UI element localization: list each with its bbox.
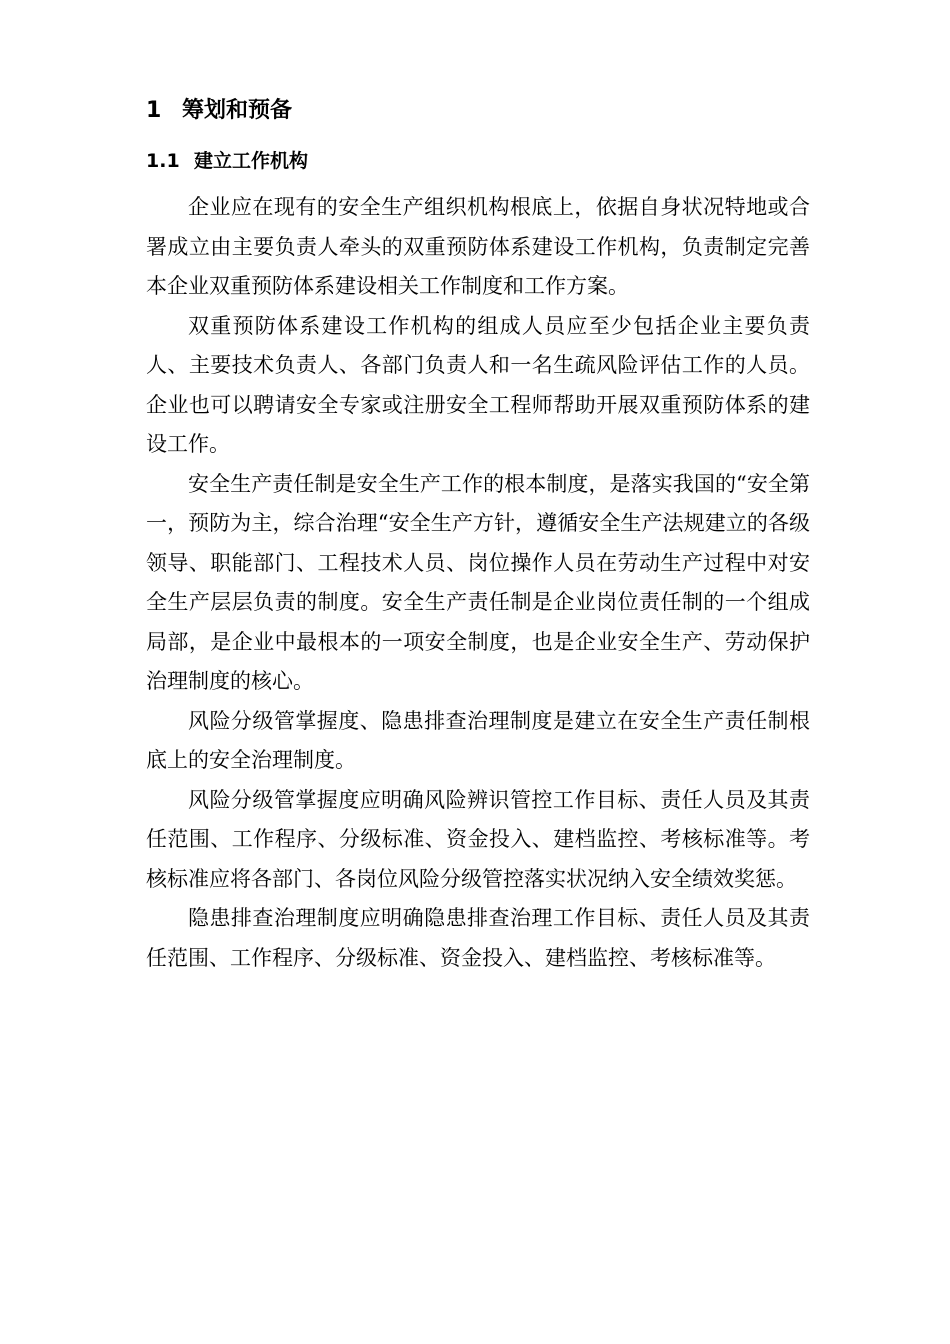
section-number: 1	[146, 98, 162, 123]
body-paragraph: 双重预防体系建设工作机构的组成人员应至少包括企业主要负责人、主要技术负责人、各部门负责人和一名生疏风险评估工作的人员。企业也可以聘请安全专家或注册安全工程师帮助开展双重预防体系的建设工作。	[146, 313, 810, 456]
subsection-heading	[146, 148, 810, 174]
body-paragraph: 风险分级管掌握度、隐患排查治理制度是建立在安全生产责任制根底上的安全治理制度。	[146, 708, 810, 772]
body-paragraph: 风险分级管掌握度应明确风险辨识管控工作目标、责任人员及其责任范围、工作程序、分级标准、资金投入、建档监控、考核标准等。考核标准应将各部门、各岗位风险分级管控落实状况纳入安全绩效奖惩。	[146, 787, 810, 891]
body-paragraph: 企业应在现有的安全生产组织机构根底上，依据自身状况特地或合署成立由主要负责人牵头的双重预防体系建设工作机构，负责制定完善本企业双重预防体系建设相关工作制度和工作方案。	[146, 195, 810, 298]
section-heading	[146, 96, 810, 126]
subsection-title: 建立工作机构	[194, 150, 309, 172]
body-paragraph: 隐患排查治理制度应明确隐患排查治理工作目标、责任人员及其责任范围、工作程序、分级标准、资金投入、建档监控、考核标准等。	[146, 906, 810, 970]
body-paragraph: 安全生产责任制是安全生产工作的根本制度，是落实我国的“安全第一，预防为主，综合治理“安全生产方针，遵循安全生产法规建立的各级领导、职能部门、工程技术人员、岗位操作人员在劳动生产过程中对安全生产层层负责的制度。安全生产责任制是企业岗位责任制的一个组成局部，是企业中最根本的一项安全制度，也是企业安全生产、劳动保护治理制度的核心。	[146, 471, 810, 693]
section-title: 筹划和预备	[182, 98, 293, 123]
document-page	[146, 96, 810, 978]
subsection-number: 1.1	[146, 150, 180, 172]
